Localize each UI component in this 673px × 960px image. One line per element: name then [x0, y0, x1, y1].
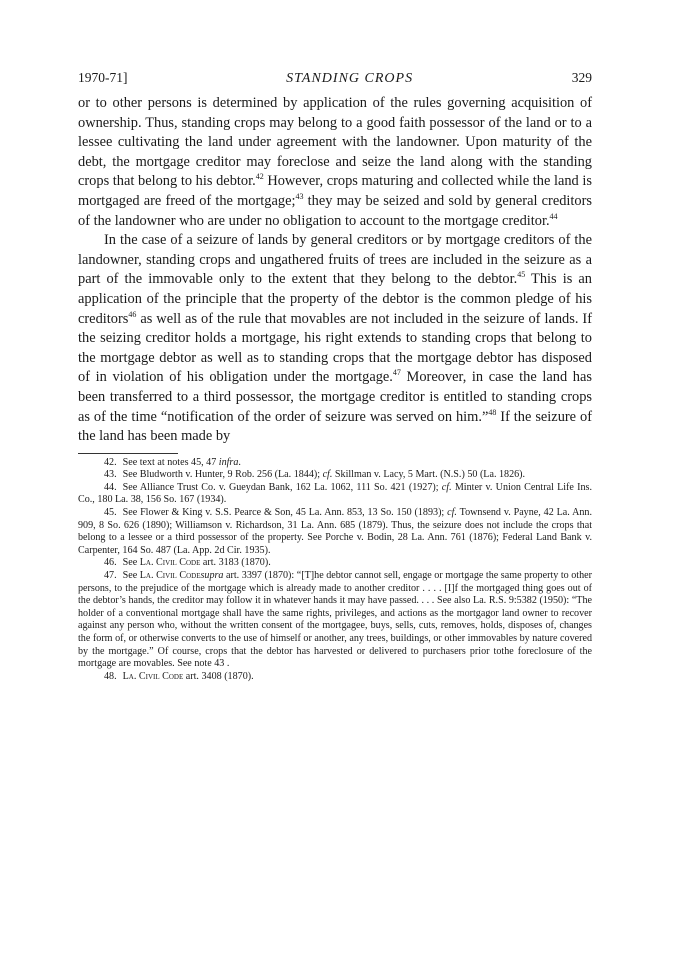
footnote-text: See Bludworth v. Hunter, 9 Rob. 256 (La. 1844); — [122, 469, 323, 481]
text-run: Moreover, in case the land has been transferred to a third possessor, the mortgage creditor is entitled to standing crops as of the time “notification of the order of seizure was served on him.” — [78, 369, 592, 425]
footnote — [78, 671, 592, 684]
footnote-text: See text at notes 45, 47 — [122, 456, 219, 468]
paragraph-2 — [78, 231, 592, 447]
text-run: This is an application of the principle that the property of the debtor is the common pledge of his creditors — [78, 271, 592, 327]
volume-label: 1970-71] — [78, 70, 128, 85]
footnote-text: art. 3397 (1870): “[T]he debtor cannot sell, engage or mortgage the same property to other persons, to the prejudice of the mortgage which is already made to another creditor . . . . [I]f the mortgaged thing goes out of the debtor’s hands, the creditor may follow it in whatever hands it may have passed. . . . See also La. R.S. 9:5382 (1950): “The holder of a conventional mortgage shall have the same rights, privileges, and actions as the mortgagor land owner to recover against any person who, without the written consent of the mortgagee, buys, sells, cuts, removes, holds, disposes of, changes the form of, or otherwise converts to the use of himself or another, any trees, buildings, or other immovables by nature covered by the mortgage.” Of course, crops that the debtor has harvested or delivered to purchasers prior tothe foreclosure of the mortgage are movables. See note 43 — [78, 570, 593, 670]
footnote-text: See Alliance Trust Co. v. Gueydan Bank, 162 La. 1062, 111 So. 421 (1927); — [122, 481, 442, 493]
footnote-text: Skillman v. Lacy, 5 Mart. (N.S.) 50 (La. 1826). — [332, 469, 526, 481]
footnote-text: . — [238, 456, 241, 468]
footnote-number: 43. — [104, 469, 117, 481]
text-run: they may be seized and sold by general creditors of the landowner who are under no obligation to account to the mortgage creditor. — [78, 192, 592, 229]
footnote — [78, 469, 592, 482]
footnote-ref-43[interactable]: 43 — [295, 192, 304, 202]
footnote — [78, 507, 592, 557]
footnote-number: 48. — [104, 670, 117, 682]
text-run: However, crops maturing and collected while the land is mortgaged are freed of the mortgage; — [78, 173, 592, 209]
running-header — [78, 70, 592, 92]
footnote-text: art. 3183 (1870). — [200, 557, 271, 569]
footnote-ref-47[interactable]: 47 — [392, 368, 401, 378]
footnote-text: supra — [200, 570, 224, 582]
footnote-number: 47. — [104, 570, 117, 582]
footnote-text: Minter v. Union Central Life Ins. Co., 180 La. 38, 156 So. 167 (1934). — [78, 481, 592, 506]
footnote-text: infra — [218, 456, 239, 468]
footnote-text: . — [226, 658, 230, 670]
footnotes — [78, 457, 592, 684]
footnote-ref-46[interactable]: 46 — [128, 309, 137, 319]
footnote-ref-45[interactable]: 45 — [517, 270, 526, 280]
footnote — [78, 457, 592, 470]
footnote-number: 44. — [104, 481, 117, 493]
footnote — [78, 482, 592, 507]
text-run: as well as of the rule that movables are not included in the seizure of lands. If the seizing creditor holds a mortgage, his right extends to standing crops that belong to the mortgage debtor as well as to standing crops that the mortgage debtor has disposed of in violation of his obligation under the mortgage. — [78, 310, 592, 386]
footnote-text: cf. — [447, 507, 457, 519]
footnote-text: cf. — [322, 469, 333, 481]
footnote-text: art. 3408 (1870). — [183, 670, 254, 682]
footnote-text: La. Civil Code — [122, 670, 184, 682]
text-run: If the seizure of the land has been made by — [78, 408, 592, 445]
running-title: STANDING CROPS — [286, 71, 414, 86]
footnote-ref-44[interactable]: 44 — [549, 211, 558, 221]
text-run: or to other persons is determined by application of the rules governing acquisition of ownership. Thus, standing crops may belong to a good faith possessor of the land or to a lessee cultivating the land under agreement with the landowner. Upon maturity of the debt, the mortgage creditor may foreclose and seize the land along with the standing crops that belong to his debtor. — [78, 95, 592, 190]
footnote-text: See — [122, 570, 140, 582]
footnote-divider — [78, 453, 178, 454]
footnote-ref-42[interactable]: 42 — [255, 172, 264, 182]
footnote — [78, 557, 592, 570]
footnote-number: 42. — [104, 456, 117, 468]
footnote-text: La. Civil Code — [139, 557, 201, 569]
footnote-text: See Flower & King v. S.S. Pearce & Son, 45 La. Ann. 853, 13 So. 150 (1893); — [122, 507, 448, 519]
footnote-text: cf. — [441, 481, 452, 493]
document-page — [78, 70, 592, 683]
footnote-text: See — [122, 557, 140, 569]
body-text — [78, 94, 592, 447]
footnote-text: Townsend v. Payne, 42 La. Ann. 909, 8 So. 626 (1890); Williamson v. Richardson, 31 La. Ann. 685 (1879). Thus, the seizure does not include the crops that belong to a lessee or a third possessor of the property. See Porche v. Bodin, 28 La. Ann. 761 (1876); Federal Land Bank v. Carpenter, 164 So. 487 (La. App. 2d Cir. 1935). — [78, 507, 592, 556]
footnote-number: 46. — [104, 557, 117, 569]
footnote-text: La. Civil Code — [139, 570, 201, 582]
text-run: In the case of a seizure of lands by general creditors or by mortgage creditors of the landowner, standing crops and ungathered fruits of trees are included in the seizure as a part of the immovable only to the extent that they belong to the debtor. — [78, 232, 592, 288]
footnote — [78, 570, 592, 671]
footnote-ref-48[interactable]: 48 — [488, 407, 497, 417]
page-number: 329 — [571, 70, 592, 85]
paragraph-1 — [78, 94, 592, 231]
footnote-number: 45. — [104, 507, 117, 519]
